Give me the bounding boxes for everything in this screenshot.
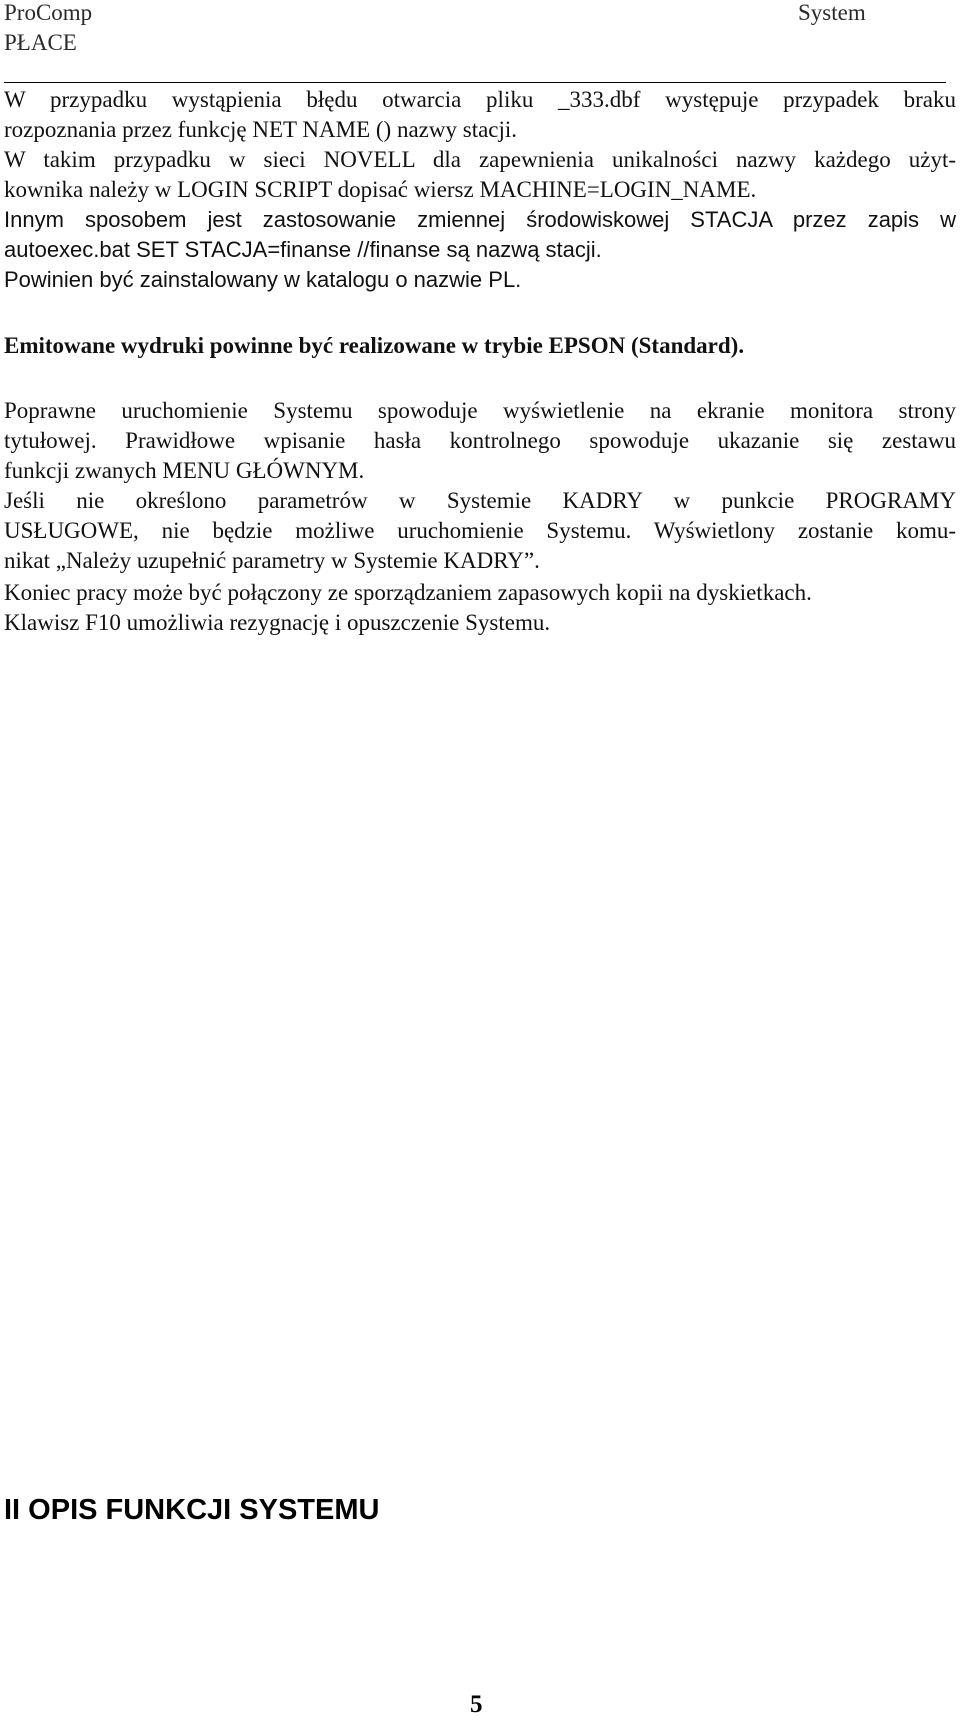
text-line-1: W przypadku wystąpienia błędu otwarcia pliku _333.dbf występuje przypadek braku xyxy=(4,87,956,112)
text-line-14: nikat „Należy uzupełnić parametry w Systemie KADRY”. xyxy=(4,548,540,573)
text-line-9: Poprawne uruchomienie Systemu spowoduje wyświetlenie na ekranie monitora strony xyxy=(4,398,956,423)
text-line-11: funkcji zwanych MENU GŁÓWNYM. xyxy=(4,458,365,483)
text-line-3: W takim przypadku w sieci NOVELL dla zapewnienia unikalności nazwy każdego użyt- xyxy=(4,147,956,172)
page-number: 5 xyxy=(470,1691,483,1718)
text-line-15: Koniec pracy może być połączony ze sporządzaniem zapasowych kopii na dyskietkach. xyxy=(4,580,812,605)
header-module: PŁACE xyxy=(4,30,77,55)
header-company: ProComp xyxy=(4,0,93,25)
text-line-5: Innym sposobem jest zastosowanie zmiennej środowiskowej STACJA przez zapis w xyxy=(4,207,956,232)
section-title: II OPIS FUNKCJI SYSTEMU xyxy=(4,1494,380,1526)
text-line-13: USŁUGOWE, nie będzie możliwe uruchomienie Systemu. Wyświetlony zostanie komu- xyxy=(4,518,956,543)
printing-note: Emitowane wydruki powinne być realizowane w trybie EPSON (Standard). xyxy=(4,333,745,358)
header-rule xyxy=(4,82,946,83)
text-line-12: Jeśli nie określono parametrów w Systemie KADRY w punkcie PROGRAMY xyxy=(4,488,956,513)
text-line-4: kownika należy w LOGIN SCRIPT dopisać wiersz MACHINE=LOGIN_NAME. xyxy=(4,177,757,202)
text-line-2: rozpoznania przez funkcję NET NAME () nazwy stacji. xyxy=(4,117,518,142)
text-line-10: tytułowej. Prawidłowe wpisanie hasła kontrolnego spowoduje ukazanie się zestawu xyxy=(4,428,956,453)
text-line-6: autoexec.bat SET STACJA=finanse //finanse są nazwą stacji. xyxy=(4,237,602,262)
header-system: System xyxy=(798,0,866,25)
text-line-7: Powinien być zainstalowany w katalogu o nazwie PL. xyxy=(4,267,522,292)
text-line-16: Klawisz F10 umożliwia rezygnację i opuszczenie Systemu. xyxy=(4,610,551,635)
